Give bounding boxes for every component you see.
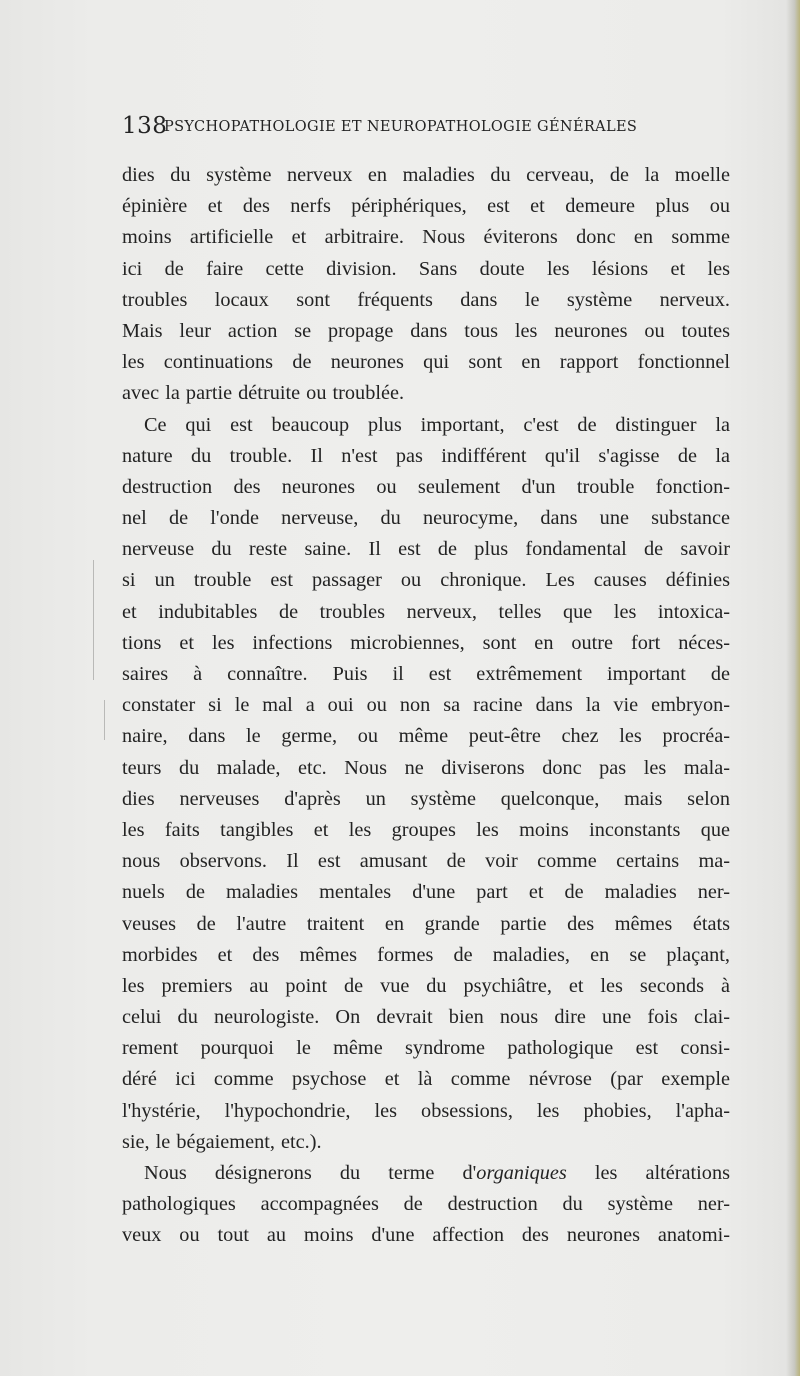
- text-line: épinière et des nerfs périphériques, est et demeure plus ou: [122, 195, 730, 218]
- text-line: nerveuse du reste saine. Il est de plus fondamental de savoir: [122, 538, 730, 561]
- text-segment: les altérations: [566, 1162, 730, 1184]
- paper-crease: [93, 560, 94, 680]
- text-line: destruction des neurones ou seulement d'un trouble fonction-: [122, 475, 730, 498]
- page-edge-shadow: [786, 0, 800, 1376]
- text-line: les continuations de neurones qui sont en rapport fonctionnel: [122, 351, 730, 374]
- italic-term: organiques: [476, 1162, 567, 1184]
- text-line: nature du trouble. Il n'est pas indifférent qu'il s'agisse de la: [122, 444, 730, 467]
- text-line: naire, dans le germe, ou même peut-être chez les procréa-: [122, 725, 730, 748]
- text-line-mixed: [122, 1158, 730, 1189]
- text-line: si un trouble est passager ou chronique. Les causes définies: [122, 569, 730, 592]
- text-line: veux ou tout au moins d'une affection des neurones anatomi-: [122, 1224, 730, 1247]
- page-header: [122, 113, 722, 141]
- running-head: PSYCHOPATHOLOGIE ET NEUROPATHOLOGIE GÉNÉRALES: [164, 119, 638, 135]
- text-line: avec la partie détruite ou troublée.: [122, 382, 405, 405]
- text-line: nel de l'onde nerveuse, du neurocyme, dans une substance: [122, 507, 730, 530]
- text-line: les premiers au point de vue du psychiâtre, et les seconds à: [122, 974, 730, 997]
- text-line: constater si le mal a oui ou non sa racine dans la vie embryon-: [122, 694, 730, 717]
- text-line: sie, le bégaiement, etc.).: [122, 1130, 322, 1153]
- text-line: dies nerveuses d'après un système quelconque, mais selon: [122, 787, 730, 810]
- text-line: pathologiques accompagnées de destruction du système ner-: [122, 1193, 730, 1216]
- text-line: celui du neurologiste. On devrait bien nous dire une fois clai-: [122, 1006, 730, 1029]
- text-line: saires à connaître. Puis il est extrêmement important de: [122, 663, 730, 685]
- text-line: les faits tangibles et les groupes les moins inconstants que: [122, 818, 730, 841]
- text-line: Ce qui est beaucoup plus important, c'est de distinguer la: [144, 413, 730, 436]
- page-number: 138: [122, 113, 168, 139]
- paper-crease: [104, 700, 105, 740]
- text-line: rement pourquoi le même syndrome pathologique est consi-: [122, 1037, 730, 1060]
- text-line: l'hystérie, l'hypochondrie, les obsessions, les phobies, l'apha-: [122, 1099, 730, 1122]
- text-line: ici de faire cette division. Sans doute les lésions et les: [122, 257, 730, 280]
- text-line: déré ici comme psychose et là comme névrose (par exemple: [122, 1068, 730, 1091]
- text-line: Mais leur action se propage dans tous les neurones ou toutes: [122, 319, 730, 342]
- text-line: et indubitables de troubles nerveux, telles que les intoxica-: [122, 600, 730, 623]
- text-line: nuels de maladies mentales d'une part et de maladies ner-: [122, 881, 730, 904]
- text-line: moins artificielle et arbitraire. Nous éviterons donc en somme: [122, 226, 730, 249]
- body-text: [122, 160, 730, 1252]
- text-segment: Nous désignerons du terme d': [144, 1162, 477, 1184]
- text-line: teurs du malade, etc. Nous ne diviserons donc pas les mala-: [122, 756, 730, 779]
- text-line: morbides et des mêmes formes de maladies, en se plaçant,: [122, 943, 730, 966]
- text-line: troubles locaux sont fréquents dans le système nerveux.: [122, 288, 730, 311]
- text-line: dies du système nerveux en maladies du cerveau, de la moelle: [122, 164, 730, 186]
- text-line: veuses de l'autre traitent en grande partie des mêmes états: [122, 912, 730, 935]
- text-line: nous observons. Il est amusant de voir comme certains ma-: [122, 850, 730, 873]
- text-line: tions et les infections microbiennes, sont en outre fort néces-: [122, 631, 730, 654]
